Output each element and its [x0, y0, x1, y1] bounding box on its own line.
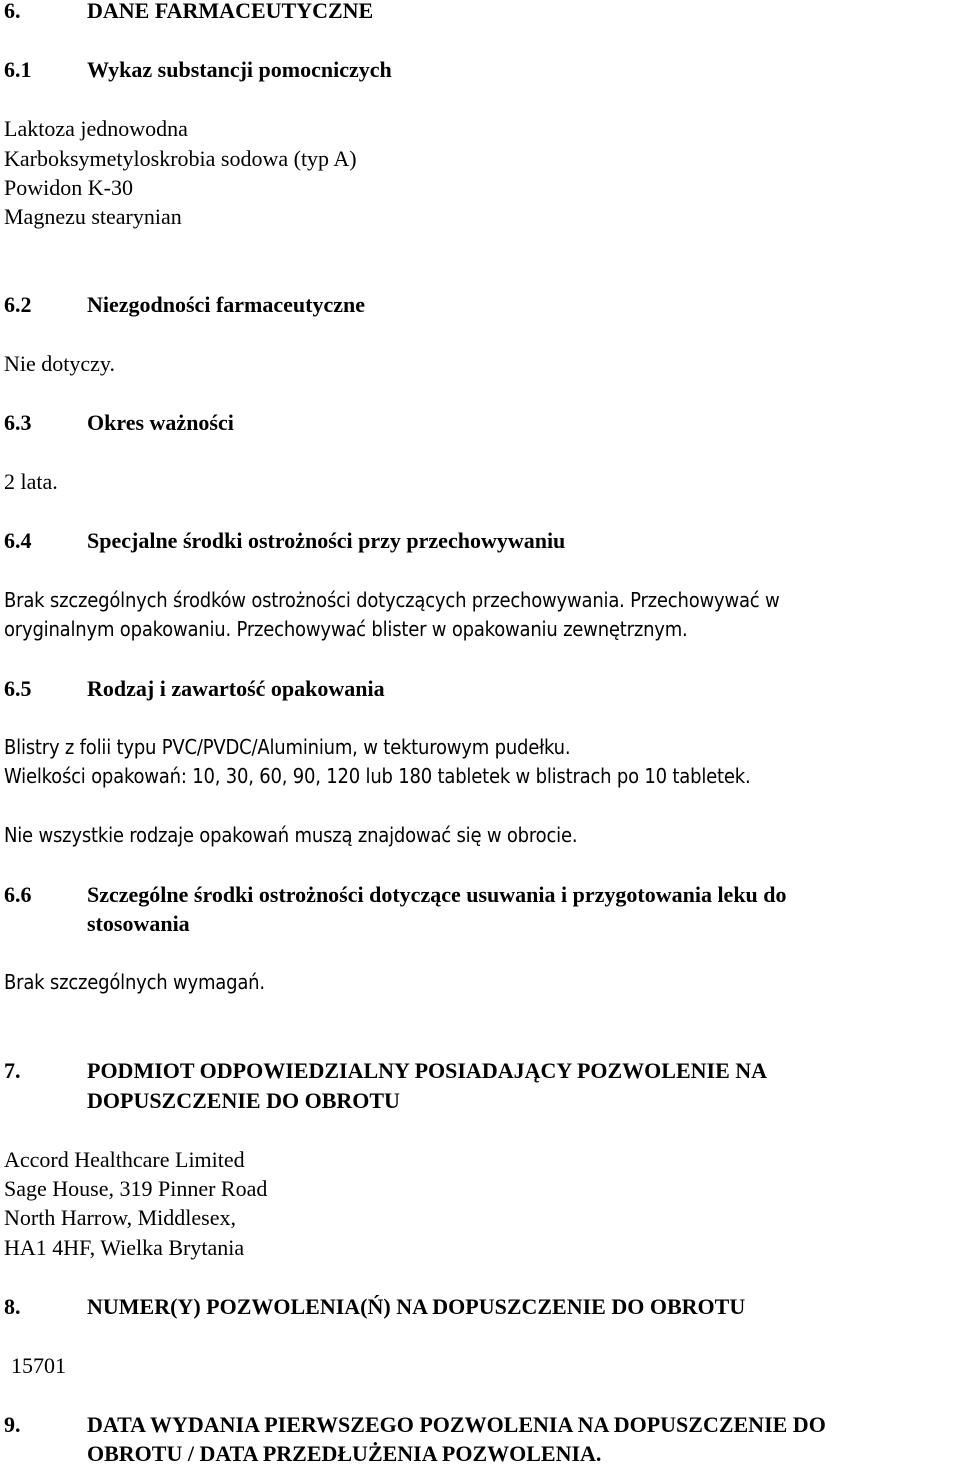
heading-7: 7. PODMIOT ODPOWIEDZIALNY POSIADAJĄCY POZWOLENIE NA	[4, 1058, 768, 1083]
heading-6: 6. DANE FARMACEUTYCZNE	[4, 0, 374, 23]
excipient-item: Magnezu stearynian	[4, 204, 182, 229]
heading-6-4: 6.4 Specjalne środki ostrożności przy przechowywaniu	[4, 528, 566, 553]
excipient-item: Laktoza jednowodna	[4, 116, 188, 141]
heading-6-3: 6.3 Okres ważności	[4, 410, 234, 435]
excipient-item: Karboksymetyloskrobia sodowa (typ A)	[4, 146, 357, 171]
address-line: HA1 4HF, Wielka Brytania	[4, 1235, 245, 1260]
address-line: Accord Healthcare Limited	[4, 1147, 245, 1172]
address-line: North Harrow, Middlesex,	[4, 1205, 236, 1230]
heading-9-cont: OBROTU / DATA PRZEDŁUŻENIA POZWOLENIA.	[87, 1441, 602, 1466]
address-line: Sage House, 319 Pinner Road	[4, 1176, 268, 1201]
heading-9: 9. DATA WYDANIA PIERWSZEGO POZWOLENIA NA DOPUSZCZENIE DO	[4, 1412, 826, 1437]
section-text: Wielkości opakowań: 10, 30, 60, 90, 120 lub 180 tabletek w blistrach po 10 tabletek.	[4, 764, 751, 788]
section-text: oryginalnym opakowaniu. Przechowywać blister w opakowaniu zewnętrznym.	[4, 617, 688, 641]
heading-6-2: 6.2 Niezgodności farmaceutyczne	[4, 292, 365, 317]
heading-6-6: 6.6 Szczególne środki ostrożności dotyczące usuwania i przygotowania leku do	[4, 882, 787, 907]
section-text: Blistry z folii typu PVC/PVDC/Aluminium, w tekturowym pudełku.	[4, 735, 571, 759]
section-text: Nie wszystkie rodzaje opakowań muszą znajdować się w obrocie.	[4, 823, 578, 847]
heading-6-1: 6.1 Wykaz substancji pomocniczych	[4, 57, 392, 82]
heading-8: 8. NUMER(Y) POZWOLENIA(Ń) NA DOPUSZCZENIE DO OBROTU	[4, 1294, 746, 1319]
section-text: Brak szczególnych środków ostrożności dotyczących przechowywania. Przechowywać w	[4, 588, 780, 612]
heading-7-cont: DOPUSZCZENIE DO OBROTU	[87, 1088, 400, 1113]
section-text: 2 lata.	[4, 469, 58, 494]
section-text: Nie dotyczy.	[4, 351, 115, 376]
section-text: Brak szczególnych wymagań.	[4, 970, 265, 994]
heading-6-6-cont: stosowania	[87, 911, 190, 936]
excipient-item: Powidon K-30	[4, 175, 133, 200]
heading-6-5: 6.5 Rodzaj i zawartość opakowania	[4, 676, 385, 701]
authorization-number: 15701	[11, 1353, 66, 1378]
